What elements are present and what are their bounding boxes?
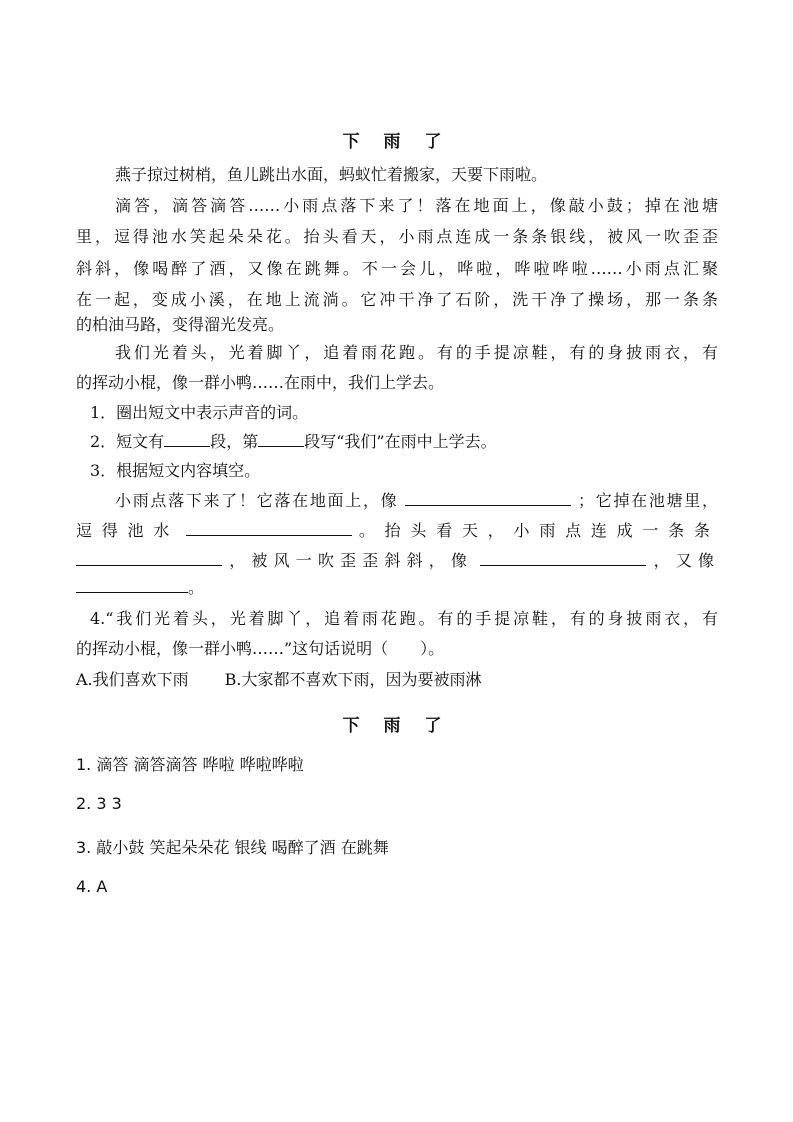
paragraph-3-line-1: 我们光着头，光着脚丫，追着雨花跑。有的手提凉鞋，有的身披雨衣，有	[115, 343, 718, 362]
question-4-line-2: 的挥动小棍，像一群小鸭……”这句话说明（ ）。	[76, 639, 445, 658]
fill-text: 小雨点落下来了！它落在地面上，像	[115, 491, 399, 510]
option-a: A.我们喜欢下雨	[76, 670, 189, 689]
question-3-fill-line-4	[76, 578, 204, 598]
fill-blank-drum[interactable]	[405, 491, 571, 506]
paragraph-number-blank[interactable]	[258, 432, 304, 447]
answer-1: 1. 滴答 滴答滴答 哗啦 哗啦哗啦	[76, 755, 304, 774]
fill-text: 。抬头看天，小雨点连成一条条	[358, 521, 718, 540]
passage-title: 下 雨 了	[342, 132, 451, 152]
question-1: 1．圈出短文中表示声音的词。	[90, 403, 309, 422]
fill-text: 。	[188, 578, 205, 597]
fill-blank-drunk[interactable]	[480, 551, 646, 566]
paragraph-count-blank[interactable]	[164, 432, 210, 447]
question-3: 3．根据短文内容填空。	[90, 461, 261, 480]
fill-text: ，被风一吹歪歪斜斜，像	[229, 551, 474, 570]
question-2-middle: 段，第	[210, 432, 259, 451]
question-2	[90, 432, 497, 452]
question-3-fill-line-1	[115, 491, 718, 511]
fill-text: ，又像	[653, 551, 718, 570]
paragraph-2-line-2: 里，逗得池水笑起朵朵花。抬头看天，小雨点连成一条条银线，被风一吹歪歪	[76, 227, 718, 246]
answer-3: 3. 敲小鼓 笑起朵朵花 银线 喝醉了酒 在跳舞	[76, 838, 389, 857]
answer-2: 2. 3 3	[76, 794, 122, 813]
paragraph-1: 燕子掠过树梢，鱼儿跳出水面，蚂蚁忙着搬家，天要下雨啦。	[115, 165, 548, 184]
fill-text: ；它掉在池塘里，	[578, 491, 718, 510]
question-3-fill-line-3	[76, 551, 718, 571]
answer-4: 4. A	[76, 877, 108, 896]
option-b: B.大家都不喜欢下雨，因为要被雨淋	[224, 670, 482, 689]
paragraph-2-line-4: 在一起，变成小溪，在地上流淌。它冲干净了石阶，洗干净了操场，那一条条	[76, 290, 718, 309]
paragraph-2-line-1: 滴答，滴答滴答……小雨点落下来了！落在地面上，像敲小鼓；掉在池塘	[115, 196, 718, 215]
paragraph-2-line-5: 的柏油马路，变得溜光发亮。	[76, 315, 285, 334]
fill-blank-dance[interactable]	[76, 578, 188, 593]
answer-title: 下 雨 了	[342, 716, 451, 736]
paragraph-3-line-2: 的挥动小棍，像一群小鸭……在雨中，我们上学去。	[76, 373, 445, 392]
question-4-line-1: 4.“我们光着头，光着脚丫，追着雨花跑。有的手提凉鞋，有的身披雨衣，有	[90, 609, 718, 628]
fill-blank-lines[interactable]	[76, 551, 222, 566]
question-3-fill-line-2	[76, 521, 718, 541]
paragraph-2-line-3: 斜斜，像喝醉了酒，又像在跳舞。不一会儿，哗啦，哗啦哗啦……小雨点汇聚	[76, 259, 718, 278]
fill-text: 逗得池水	[76, 521, 180, 540]
question-2-suffix: 段写“我们”在雨中上学去。	[304, 432, 497, 451]
fill-blank-pond[interactable]	[186, 521, 352, 536]
question-4-options	[76, 670, 482, 690]
question-2-prefix: 2．短文有	[90, 432, 165, 451]
